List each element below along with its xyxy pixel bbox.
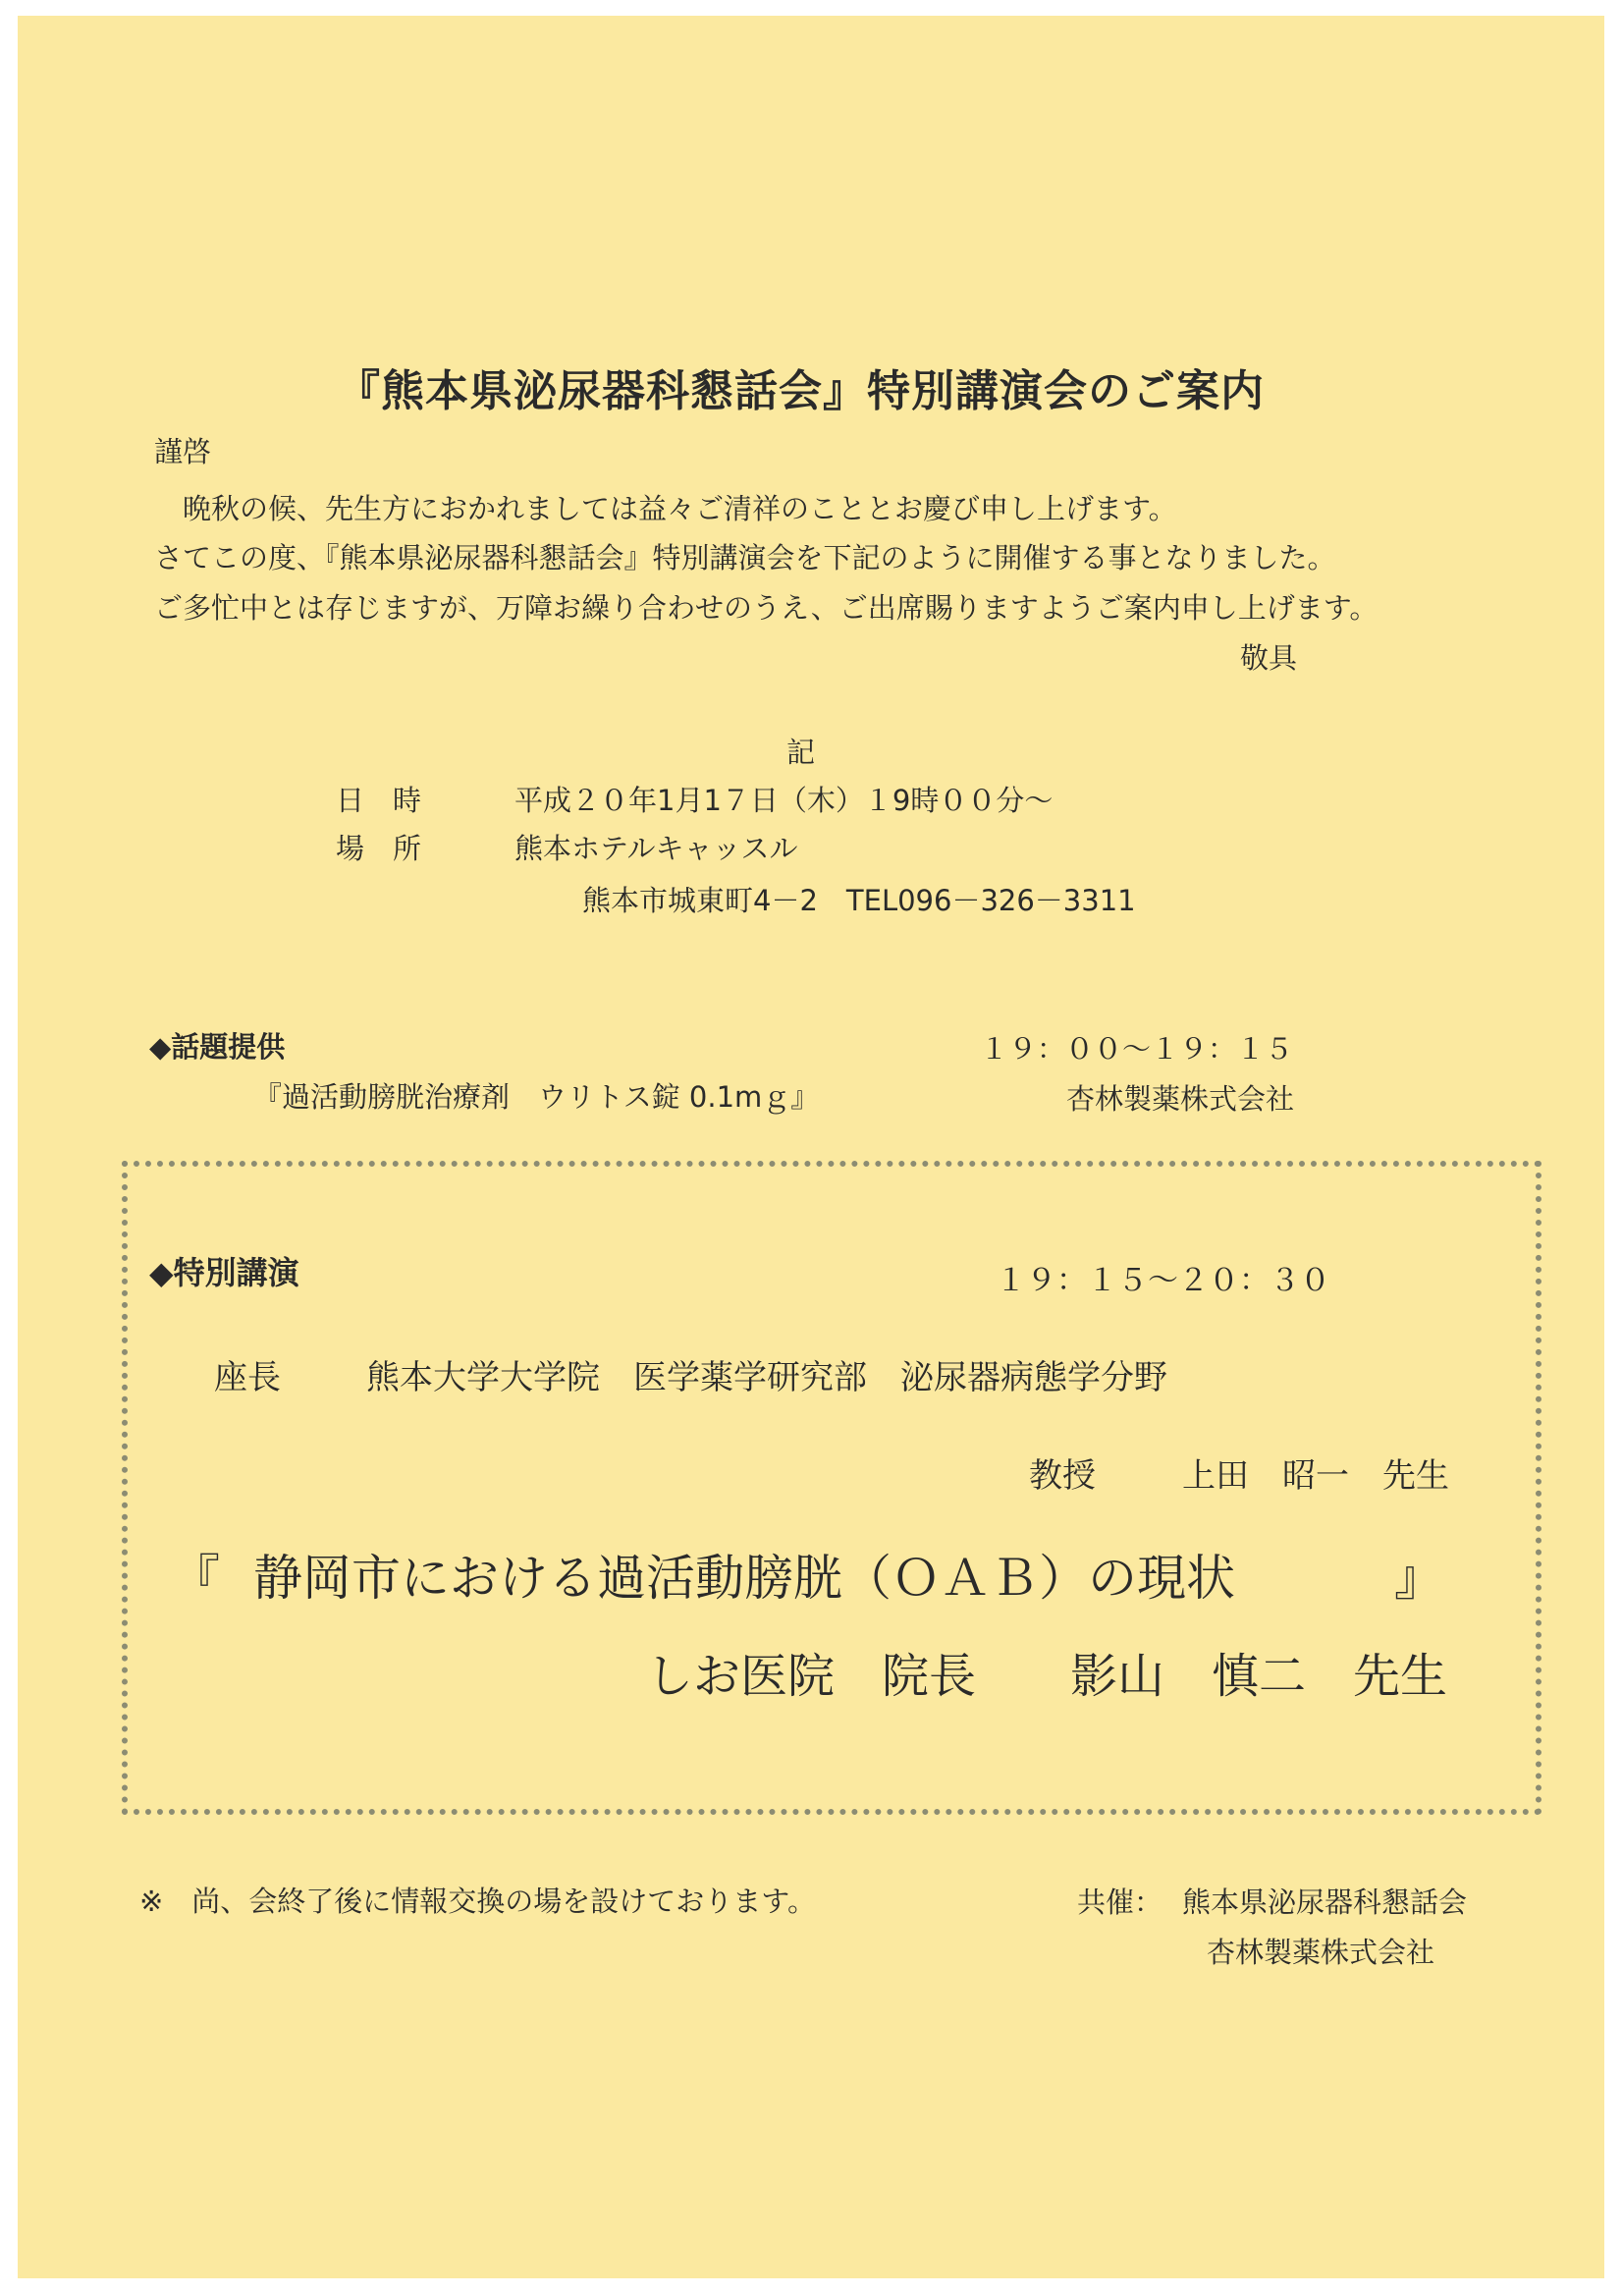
lecture-heading: ◆特別講演	[149, 1254, 299, 1291]
topic-subject: 『過活動膀胱治療剤 ウリトス錠 0.1mｇ』	[253, 1080, 820, 1114]
venue-label: 場 所	[336, 832, 422, 865]
topic-time: １９：００～１９：１５	[980, 1032, 1294, 1066]
lecture-title: 静岡市における過活動膀胱（ＯＡＢ）の現状	[253, 1550, 1235, 1607]
datetime-value: 平成２０年1月1７日（木）１9時００分～	[514, 784, 1054, 817]
chair-name: 上田 昭一 先生	[1182, 1456, 1449, 1496]
cohost-2: 杏林製薬株式会社	[1207, 1936, 1435, 1969]
lecture-speaker: しお医院 院長 影山 慎二 先生	[646, 1649, 1448, 1704]
topic-heading: ◆話題提供	[149, 1030, 286, 1064]
lecture-title-close-bracket: 』	[1394, 1550, 1443, 1607]
greeting-line-3: ご多忙中とは存じますが、万障お繰り合わせのうえ、ご出席賜りますようご案内申し上げます。	[154, 591, 1379, 625]
greeting-line-1: 晩秋の候、先生方におかれましては益々ご清祥のこととお慶び申し上げます。	[183, 492, 1177, 525]
page-title: 『熊本県泌尿器科懇話会』特別講演会のご案内	[337, 366, 1265, 416]
datetime-label: 日 時	[336, 784, 422, 817]
greeting-opening: 謹啓	[154, 435, 212, 468]
ki-heading: 記	[786, 736, 816, 769]
greeting-closing: 敬具	[1240, 641, 1298, 675]
cohost-label: 共催：	[1077, 1886, 1163, 1919]
topic-company: 杏林製薬株式会社	[1066, 1082, 1295, 1116]
chair-title: 教授	[1029, 1456, 1096, 1496]
lecture-time: １９：１５～２０：３０	[996, 1263, 1330, 1298]
chair-affiliation: 熊本大学大学院 医学薬学研究部 泌尿器病態学分野	[366, 1358, 1167, 1397]
lecture-title-open-bracket: 『	[171, 1550, 220, 1607]
cohost-1: 熊本県泌尿器科懇話会	[1182, 1886, 1468, 1919]
venue-address: 熊本市城東町4－2 TEL096－326－3311	[582, 884, 1136, 917]
chair-label: 座長	[214, 1358, 281, 1397]
greeting-line-2: さてこの度、『熊本県泌尿器科懇話会』特別講演会を下記のように開催する事となりました。	[154, 541, 1336, 574]
venue-value: 熊本ホテルキャッスル	[514, 832, 798, 865]
footer-note: ※ 尚、会終了後に情報交換の場を設けております。	[139, 1885, 816, 1918]
